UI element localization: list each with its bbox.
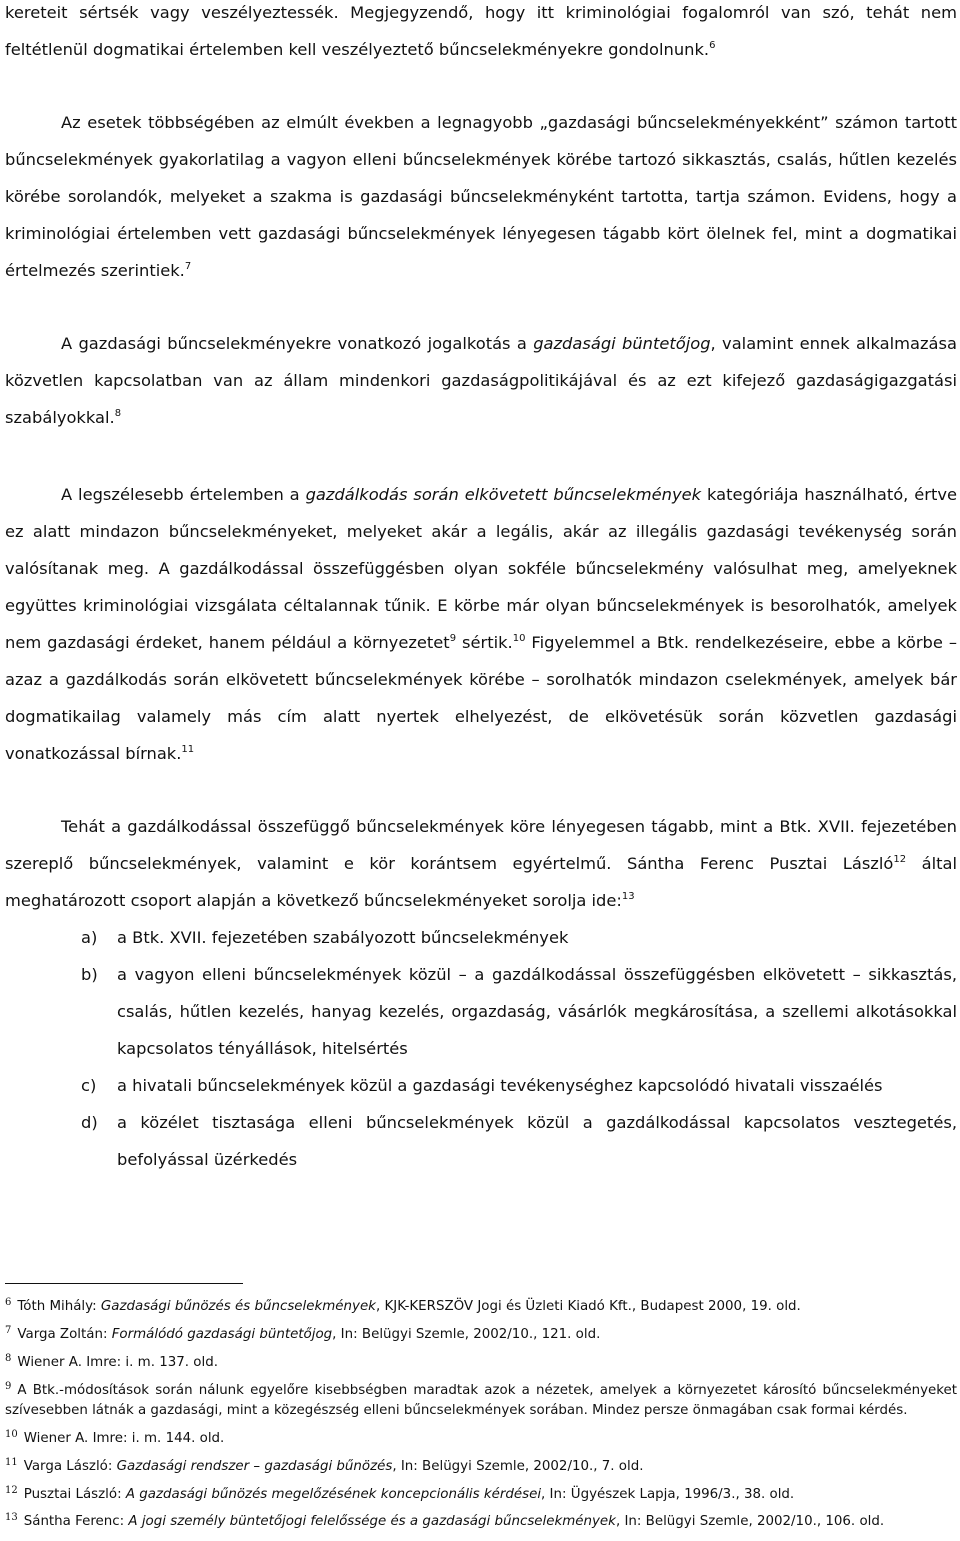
footnote-number: 6 xyxy=(5,1297,12,1308)
footnote xyxy=(5,1377,957,1420)
text-run: sértik. xyxy=(456,633,513,652)
text-run: Az esetek többségében az elmúlt években a legnagyobb „gazdasági bűncselekményekként” számon tartott bűncselekmények gyakorlatilag a vagyon elleni bűncselekmények körébe tartozó sikkasztás, csalás, hűtlen kezelés körébe sorolandók, melyeket a szakma is gazdasági bűncselekményként tartotta, tartja számon. Evidens, hogy a kriminológiai értelemben vett gazdasági bűncselekmények lényegesen tágabb kört ölelnek fel, mint a dogmatikai értelmezés szerintiek. xyxy=(5,113,957,280)
footnote xyxy=(5,1293,957,1317)
paragraph xyxy=(5,808,957,919)
list-marker: a) xyxy=(81,928,98,947)
emphasis-text: gazdálkodás során elkövetett bűncselekmények xyxy=(305,485,702,504)
text-run: kategóriája használható, értve ez alatt mindazon bűncselekményeket, melyeket akár a legális, akár az illegális gazdasági tevékenység során valósítanak meg. A gazdálkodással összefüggésben olyan sokféle bűncselekmény valósulhat meg, amelyeknek együttes kriminológiai vizsgálata céltalannak tűnik. E körbe már olyan bűncselekmények is besorolhatók, amelyek nem gazdasági érdeket, hanem például a környezetet xyxy=(5,485,957,652)
text-run: Wiener A. Imre: i. m. 137. old. xyxy=(17,1354,218,1370)
paragraph-gap xyxy=(5,772,957,808)
paragraph xyxy=(5,325,957,436)
emphasis-text: gazdasági büntetőjog xyxy=(533,334,711,353)
footnote xyxy=(5,1425,957,1449)
list-item xyxy=(5,919,957,956)
text-run: Sántha Ferenc: xyxy=(23,1514,129,1530)
footnote-ref: 6 xyxy=(709,40,716,51)
list-item-text: a vagyon elleni bűncselekmények közül – a gazdálkodással összefüggésben elkövetett – sikkasztás, csalás, hűtlen kezelés, hanyag kezelés, orgazdaság, vásárlók megkárosítása, a szellemi alkotásokkal kapcsolatos tényállások, hitelsértés xyxy=(117,965,957,1058)
paragraph-gap xyxy=(5,68,957,104)
text-run: A gazdasági bűncselekményekre vonatkozó jogalkotás a xyxy=(61,334,534,353)
text-run: , In: Belügyi Szemle, 2002/10., 106. old. xyxy=(615,1514,885,1530)
footnote xyxy=(5,1349,957,1373)
emphasis-text: A jogi személy büntetőjogi felelőssége és a gazdasági bűncselekmények xyxy=(128,1514,616,1530)
list-marker: c) xyxy=(81,1076,97,1095)
emphasis-text: Gazdasági bűnözés és bűncselekmények xyxy=(100,1299,376,1314)
footnote-ref: 10 xyxy=(512,633,526,644)
text-run: Wiener A. Imre: i. m. 144. old. xyxy=(23,1430,225,1446)
footnote-separator xyxy=(5,1283,243,1284)
footnote-ref: 7 xyxy=(184,261,192,272)
paragraph xyxy=(5,0,957,68)
footnote-ref: 8 xyxy=(114,408,122,419)
text-run: , valamint ennek alkalmazása közvetlen kapcsolatban van az állam mindenkori gazdaságpolitikájával és az ezt kifejező gazdaságigazgatási szabályokkal. xyxy=(5,334,957,427)
list-item xyxy=(5,1067,957,1104)
footnote xyxy=(5,1481,957,1505)
text-run: , In: Belügyi Szemle, 2002/10., 121. old. xyxy=(332,1326,601,1342)
list-item xyxy=(5,1104,957,1178)
criteria-list xyxy=(5,919,957,1178)
footnote-number: 11 xyxy=(5,1456,18,1468)
footnote xyxy=(5,1321,957,1345)
document-page xyxy=(5,0,957,1530)
footnote-ref: 11 xyxy=(181,744,195,755)
paragraph xyxy=(5,104,957,289)
paragraph-gap xyxy=(5,436,957,476)
list-item-text: a közélet tisztasága elleni bűncselekmények közül a gazdálkodással kapcsolatos vesztegetés, befolyással üzérkedés xyxy=(117,1113,957,1169)
list-item-text: a hivatali bűncselekmények közül a gazdasági tevékenységhez kapcsolódó hivatali visszaélés xyxy=(117,1076,883,1095)
emphasis-text: A gazdasági bűnözés megelőzésének koncepcionális kérdései xyxy=(125,1486,542,1502)
footnote-number: 12 xyxy=(5,1484,18,1496)
text-run: által meghatározott csoport alapján a következő bűncselekményeket sorolja ide: xyxy=(5,854,957,910)
footnote-ref: 9 xyxy=(449,633,457,644)
footnote-number: 9 xyxy=(5,1380,12,1392)
list-marker: b) xyxy=(81,965,98,984)
text-run: Figyelemmel a Btk. rendelkezéseire, ebbe a körbe – azaz a gazdálkodás során elkövetett bűncselekmények körébe – sorolhatók mindazon cselekmények, amelyek bár dogmatikailag valamely más cím alatt nyertek elhelyezést, de elkövetésük során közvetlen gazdasági vonatkozással bírnak. xyxy=(5,633,957,763)
text-run: Varga László: xyxy=(23,1458,117,1474)
emphasis-text: Formálódó gazdasági büntetőjog xyxy=(111,1326,333,1342)
footnote-ref: 12 xyxy=(893,854,907,865)
text-run: , In: Belügyi Szemle, 2002/10., 7. old. xyxy=(392,1458,644,1474)
emphasis-text: Gazdasági rendszer – gazdasági bűnözés xyxy=(116,1458,393,1474)
main-text xyxy=(5,0,957,1178)
text-run: Tóth Mihály: xyxy=(17,1299,101,1314)
footnote-number: 10 xyxy=(5,1428,18,1440)
footnote-number: 8 xyxy=(5,1352,12,1364)
paragraph-gap xyxy=(5,289,957,325)
paragraph xyxy=(5,476,957,772)
text-run: , In: Ügyészek Lapja, 1996/3., 38. old. xyxy=(541,1486,795,1502)
footnote xyxy=(5,1453,957,1477)
footnote-number: 13 xyxy=(5,1512,18,1524)
text-run: A Btk.-módosítások során nálunk egyelőre kisebbségben maradtak azok a nézetek, amelyek a környezetet károsító bűncselekményeket szívesebben látnák a gazdasági, mint a közegészség elleni bűncselekmények sorában. Mindez persze önmagában csak formai kérdés. xyxy=(5,1382,957,1418)
text-run: Varga Zoltán: xyxy=(17,1326,112,1342)
list-item-text: a Btk. XVII. fejezetében szabályozott bűncselekmények xyxy=(117,928,569,947)
list-item xyxy=(5,956,957,1067)
list-marker: d) xyxy=(81,1113,98,1132)
footnote xyxy=(5,1508,957,1532)
text-run: A legszélesebb értelemben a xyxy=(61,485,306,504)
text-run: Tehát a gazdálkodással összefüggő bűncselekmények köre lényegesen tágabb, mint a Btk. XVII. fejezetében szereplő bűncselekmények, valamint e kör korántsem egyértelmű. Sántha Ferenc Pusztai László xyxy=(5,817,957,873)
footnote-ref: 13 xyxy=(621,891,635,902)
text-run: Pusztai László: xyxy=(23,1486,126,1502)
footnote-number: 7 xyxy=(5,1324,12,1336)
text-run: kereteit sértsék vagy veszélyeztessék. Megjegyzendő, hogy itt kriminológiai fogalomról van szó, tehát nem feltétlenül dogmatikai értelemben kell veszélyeztető bűncselekményekre gondolnunk. xyxy=(5,3,957,59)
footnotes xyxy=(5,1293,957,1536)
text-run: , KJK-KERSZÖV Jogi és Üzleti Kiadó Kft., Budapest 2000, 19. old. xyxy=(375,1299,801,1314)
